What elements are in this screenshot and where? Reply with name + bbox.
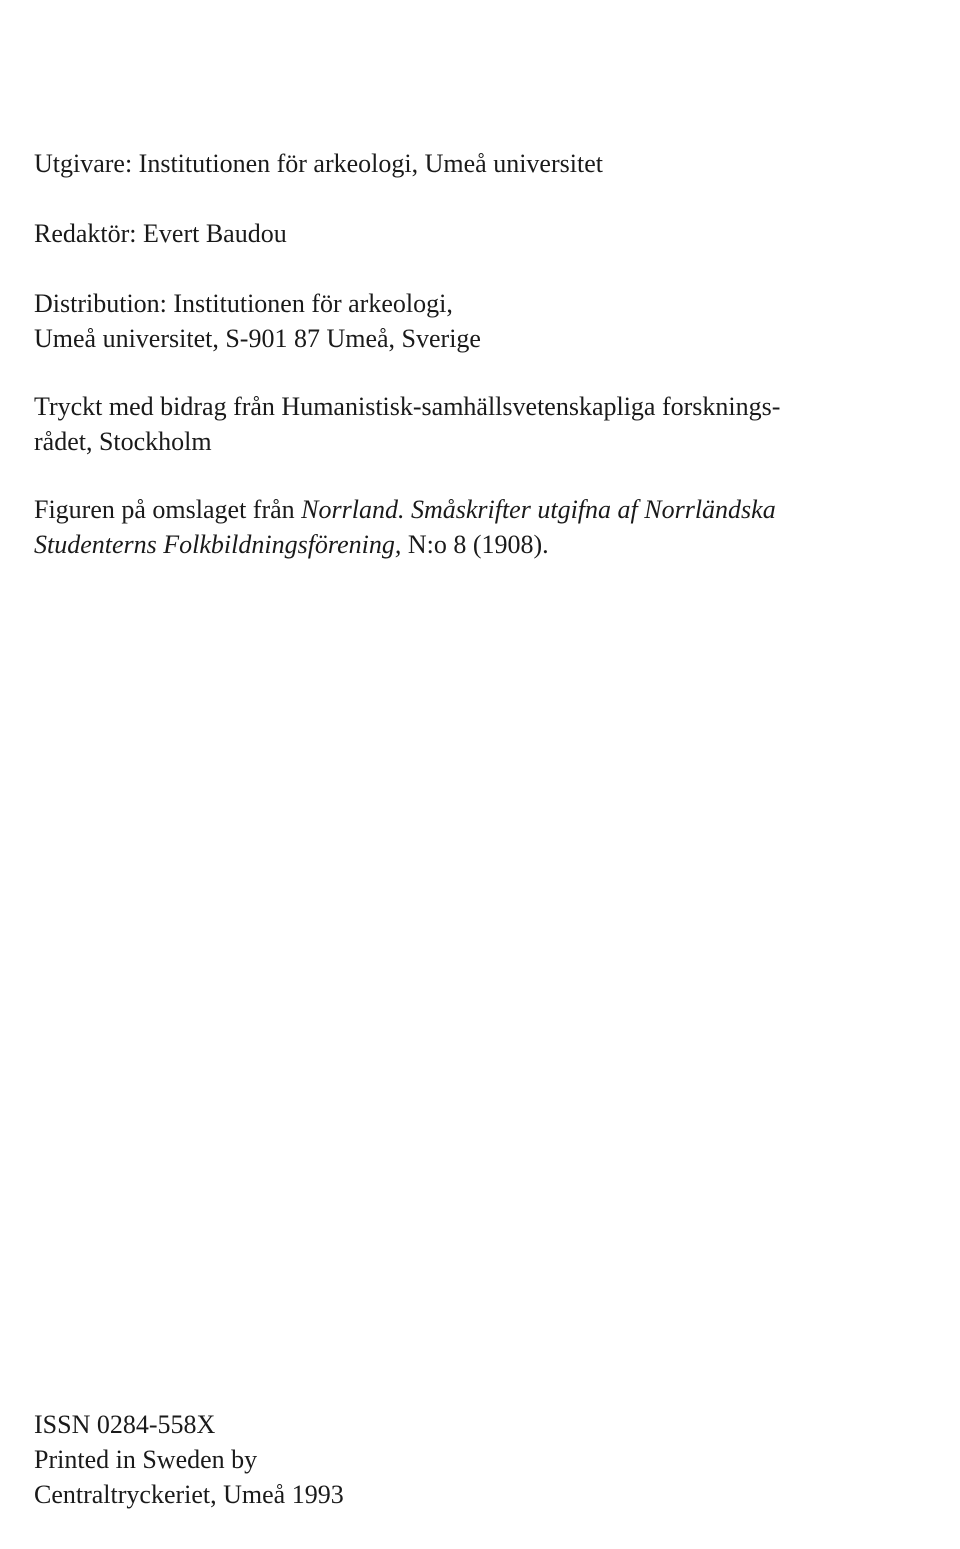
funding-statement [34,389,934,459]
cover-credit-line-2 [34,527,934,562]
printer-line: Centraltryckeriet, Umeå 1993 [34,1480,344,1509]
editor-statement [34,216,934,251]
distribution-line-1: Distribution: Institutionen för arkeologi, [34,289,453,318]
cover-credit-title-1: Norrland. Småskrifter utgifna af Norrländska [301,495,776,524]
issn-line: ISSN 0284-558X [34,1410,216,1439]
cover-credit-line-1 [34,492,934,527]
funding-line-1: Tryckt med bidrag från Humanistisk-samhällsvetenskapliga forsknings- [34,392,781,421]
cover-credit-suffix: N:o 8 (1908). [401,530,549,559]
cover-illustration-credit [34,492,934,562]
distribution-statement [34,286,934,356]
editor-line: Redaktör: Evert Baudou [34,219,287,248]
cover-credit-prefix: Figuren på omslaget från [34,495,302,524]
cover-credit-title-2: Studenterns Folkbildningsförening, [34,530,402,559]
publisher-line: Utgivare: Institutionen för arkeologi, Umeå universitet [34,149,603,178]
colophon [34,1407,934,1512]
distribution-line-2: Umeå universitet, S-901 87 Umeå, Sverige [34,324,481,353]
publisher-statement [34,146,934,181]
funding-line-2: rådet, Stockholm [34,427,212,456]
printed-in-line: Printed in Sweden by [34,1445,258,1474]
